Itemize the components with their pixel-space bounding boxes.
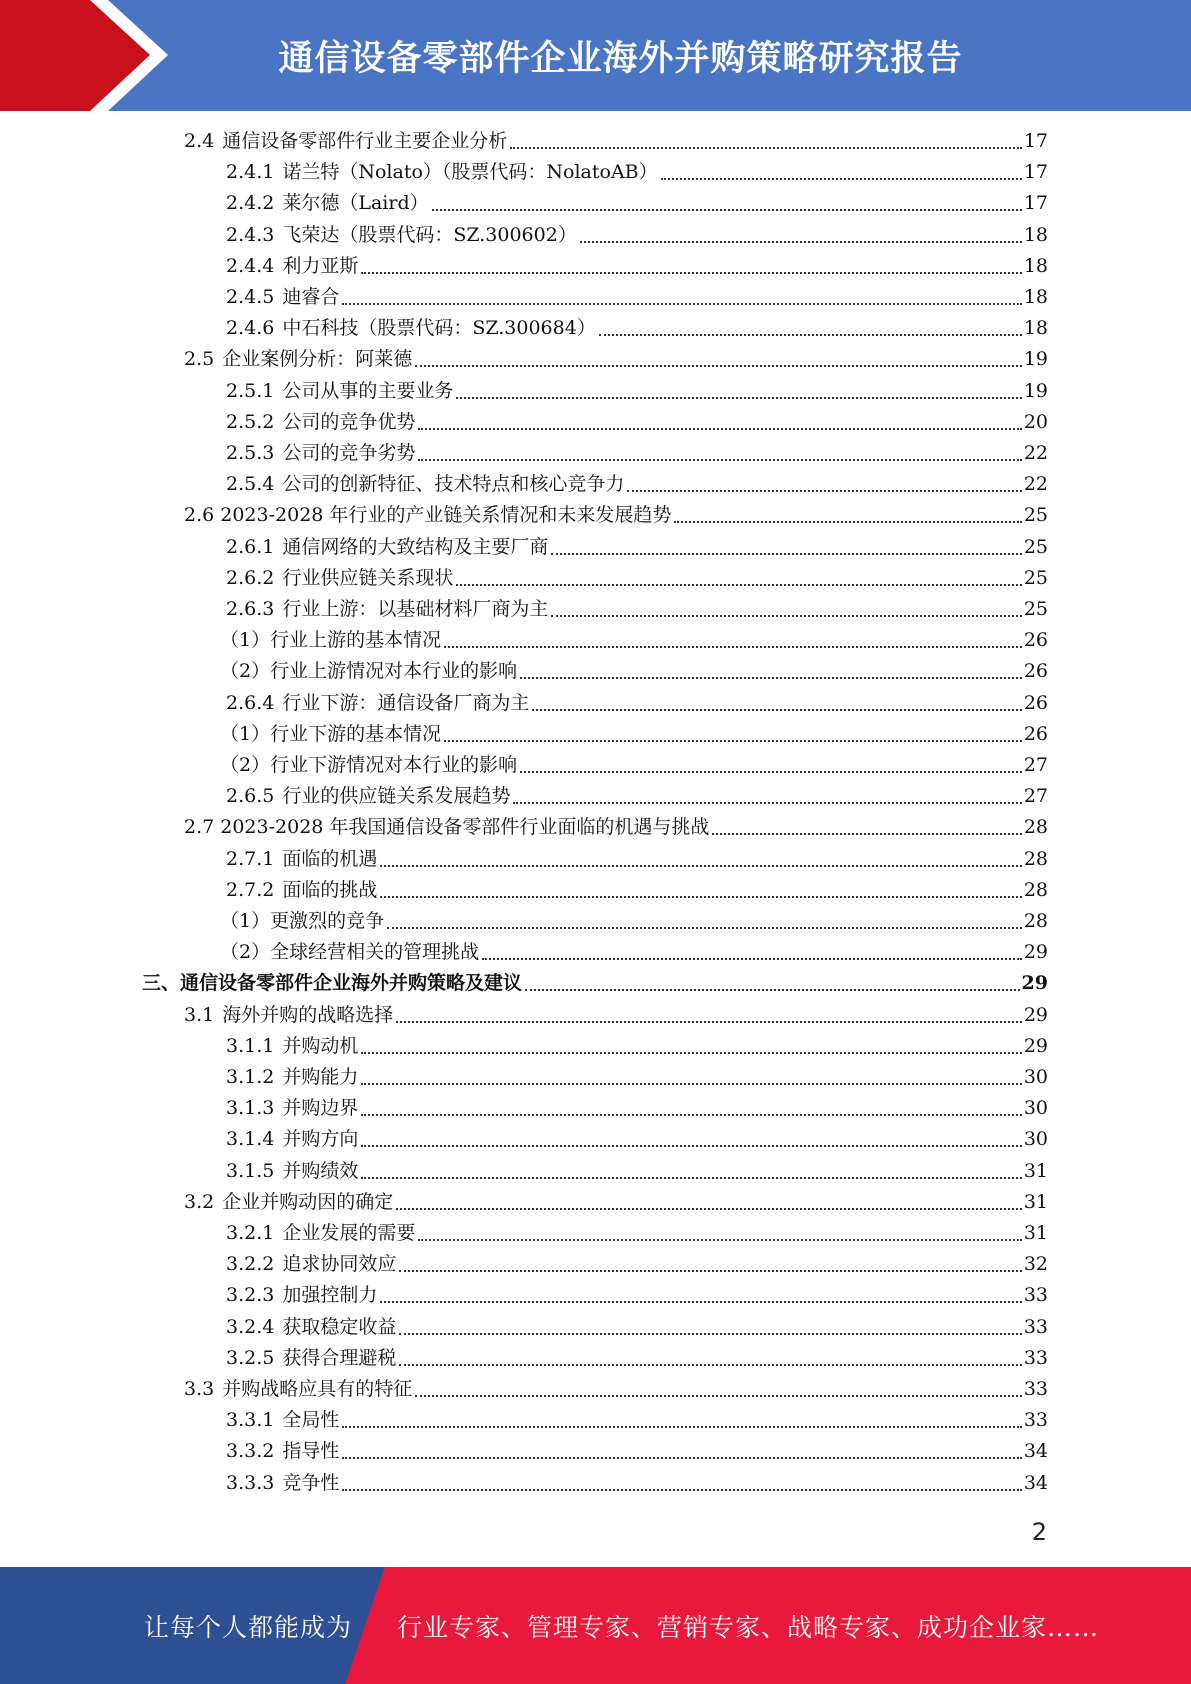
toc-entry-page: 33	[1023, 1409, 1048, 1432]
toc-entry[interactable]	[226, 438, 1048, 469]
toc-entry-label	[226, 594, 548, 625]
toc-entry-title: 并购边界	[282, 1097, 359, 1120]
toc-entry-title: 面临的机遇	[282, 847, 378, 870]
toc-dot-leader	[342, 1425, 1021, 1428]
toc-entry-page: 28	[1023, 878, 1048, 901]
toc-entry-page: 33	[1023, 1284, 1048, 1307]
toc-entry-page: 20	[1023, 410, 1048, 433]
toc-entry-number: 2.5	[184, 348, 215, 371]
toc-entry-page: 31	[1023, 1159, 1048, 1182]
toc-entry-page: 26	[1023, 691, 1048, 714]
toc-entry-label	[226, 563, 453, 594]
toc-entry-number: 2.4.1	[226, 161, 275, 184]
toc-entry-page: 30	[1023, 1128, 1048, 1151]
toc-entry-page: 26	[1023, 660, 1048, 683]
toc-dot-leader	[418, 458, 1021, 461]
toc-entry-page: 29	[1021, 972, 1048, 995]
toc-entry-number: 2.5.1	[226, 379, 275, 402]
toc-dot-leader	[380, 895, 1021, 898]
toc-entry-page: 19	[1023, 379, 1048, 402]
toc-dot-leader	[520, 770, 1022, 773]
toc-entry-title: 2.6 2023-2028 年行业的产业链关系情况和未来发展趋势	[184, 504, 672, 527]
toc-entry-label	[184, 1187, 393, 1218]
toc-entry-number: 3.1	[184, 1003, 215, 1026]
toc-entry-page: 22	[1023, 473, 1048, 496]
toc-entry-number: 2.4.5	[226, 286, 275, 308]
toc-dot-leader	[415, 1394, 1022, 1397]
toc-dot-leader	[444, 645, 1022, 648]
toc-entry-title: 获取稳定收益	[282, 1315, 397, 1338]
toc-entry-number: 2.7.1	[226, 847, 275, 870]
toc-entry[interactable]	[226, 875, 1048, 906]
toc-entry-title: 获得合理避税	[282, 1346, 397, 1369]
toc-dot-leader	[361, 1082, 1021, 1085]
toc-dot-leader	[380, 1300, 1021, 1303]
toc-entry-number: 3.1.5	[226, 1159, 275, 1182]
toc-entry-page: 18	[1023, 254, 1048, 277]
toc-entry-title: 公司的竞争优势	[282, 410, 416, 433]
toc-entry[interactable]	[184, 126, 1048, 157]
toc-entry-page: 27	[1023, 785, 1048, 808]
toc-entry[interactable]	[226, 376, 1048, 407]
toc-entry-number: 3.2.5	[226, 1346, 275, 1369]
toc-entry-title: 企业发展的需要	[282, 1222, 416, 1244]
toc-dot-leader	[599, 333, 1022, 336]
toc-dot-leader	[418, 1238, 1021, 1241]
toc-entry-title: 行业上游：以基础材料厂商为主	[282, 598, 549, 620]
toc-entry[interactable]	[226, 1468, 1048, 1499]
toc-entry[interactable]	[226, 688, 1048, 719]
toc-dot-leader	[456, 396, 1021, 399]
toc-entry-page: 27	[1023, 754, 1048, 776]
toc-entry-label	[226, 376, 453, 407]
toc-entry-title: 2.7 2023-2028 年我国通信设备零部件行业面临的机遇与挑战	[184, 816, 710, 839]
toc-entry-title: 莱尔德（Laird）	[282, 192, 429, 215]
toc-entry-label	[226, 1093, 358, 1124]
toc-entry-title: 追求协同效应	[282, 1253, 397, 1276]
toc-entry-label	[220, 656, 518, 687]
toc-entry[interactable]	[226, 157, 1048, 188]
toc-entry-label	[226, 1468, 339, 1499]
toc-entry-label	[226, 1312, 396, 1343]
footer-slogan-right: 行业专家、管理专家、营销专家、战略专家、成功企业家……	[397, 1612, 1100, 1642]
toc-entry-title: （2）行业下游情况对本行业的影响	[220, 754, 518, 776]
toc-entry-title: （2）行业上游情况对本行业的影响	[220, 660, 518, 683]
toc-entry-label	[226, 1280, 377, 1311]
toc-dot-leader	[342, 302, 1021, 305]
toc-dot-leader	[415, 364, 1022, 367]
toc-entry-number: 3.3	[184, 1378, 215, 1400]
toc-dot-leader	[396, 1020, 1022, 1023]
toc-dot-leader	[361, 271, 1021, 274]
toc-entry-page: 31	[1023, 1190, 1048, 1213]
toc-entry-number: 2.6.3	[226, 598, 275, 620]
toc-entry[interactable]	[226, 1093, 1048, 1124]
toc-dot-leader	[342, 1456, 1021, 1459]
toc-entry[interactable]	[226, 1280, 1048, 1311]
toc-entry-label	[226, 1031, 358, 1062]
toc-entry[interactable]	[226, 1405, 1048, 1436]
toc-entry[interactable]	[226, 313, 1048, 344]
toc-entry-page: 28	[1023, 847, 1048, 870]
toc-entry-title: 竞争性	[282, 1471, 340, 1494]
toc-entry[interactable]	[226, 282, 1048, 313]
toc-entry[interactable]	[226, 1218, 1048, 1249]
toc-entry-label	[184, 812, 709, 843]
toc-entry[interactable]	[226, 1343, 1048, 1374]
toc-entry[interactable]	[184, 1000, 1048, 1031]
toc-entry-page: 34	[1023, 1440, 1048, 1463]
toc-entry[interactable]	[184, 344, 1048, 375]
toc-dot-leader	[520, 676, 1022, 679]
toc-entry-title: 面临的挑战	[282, 878, 378, 901]
toc-entry-title: 并购动机	[282, 1034, 359, 1057]
toc-entry-title: 并购战略应具有的特征	[222, 1378, 413, 1400]
toc-dot-leader	[387, 926, 1022, 929]
toc-dot-leader	[482, 957, 1022, 960]
toc-entry-title: （2）全球经营相关的管理挑战	[220, 941, 480, 964]
toc-entry-label	[226, 688, 529, 719]
toc-entry[interactable]	[226, 1062, 1048, 1093]
toc-entry-label	[184, 1374, 412, 1405]
toc-entry-label	[226, 313, 596, 344]
toc-entry[interactable]	[226, 563, 1048, 594]
toc-entry-label	[226, 781, 510, 812]
toc-dot-leader	[510, 146, 1022, 149]
toc-entry[interactable]	[220, 656, 1048, 687]
toc-entry[interactable]	[226, 1249, 1048, 1280]
toc-entry-number: 2.4.4	[226, 254, 275, 277]
toc-entry-number: 2.5.3	[226, 442, 275, 464]
toc-entry-title: 通信网络的大致结构及主要厂商	[282, 535, 549, 558]
toc-entry-title: （1）更激烈的竞争	[220, 910, 385, 932]
footer-slogan-left: 让每个人都能成为	[144, 1612, 353, 1642]
toc-entry-page: 18	[1023, 286, 1048, 308]
toc-entry-number: 2.4.6	[226, 317, 275, 340]
toc-entry-number: 2.6.1	[226, 535, 275, 558]
toc-entry-label	[184, 126, 507, 157]
footer-banner	[0, 1567, 1191, 1684]
toc-entry[interactable]	[220, 625, 1048, 656]
toc-entry-page: 25	[1023, 535, 1048, 558]
toc-entry-number: 3.1.4	[226, 1128, 275, 1151]
toc-entry[interactable]	[184, 1374, 1048, 1405]
toc-entry-page: 25	[1023, 566, 1048, 589]
toc-entry-page: 26	[1023, 629, 1048, 652]
toc-entry-label	[226, 844, 377, 875]
toc-entry-page: 17	[1023, 161, 1048, 184]
toc-entry[interactable]	[226, 469, 1048, 500]
toc-entry-number: 3.1.1	[226, 1034, 275, 1057]
toc-entry-page: 34	[1023, 1471, 1048, 1494]
toc-entry-title: 并购能力	[282, 1066, 359, 1088]
toc-entry-title: 加强控制力	[282, 1284, 378, 1307]
toc-entry[interactable]	[226, 251, 1048, 282]
toc-entry-label	[226, 157, 658, 188]
toc-entry-number: 3.3.2	[226, 1440, 275, 1463]
toc-dot-leader	[396, 1207, 1022, 1210]
toc-entry[interactable]	[226, 188, 1048, 219]
toc-dot-leader	[674, 520, 1021, 523]
toc-entry-label	[226, 407, 415, 438]
toc-entry-label	[184, 344, 412, 375]
toc-entry-title: 全局性	[282, 1409, 340, 1432]
toc-entry-page: 33	[1023, 1315, 1048, 1338]
toc-entry[interactable]	[226, 1312, 1048, 1343]
toc-entry[interactable]	[184, 500, 1048, 531]
toc-entry-page: 26	[1023, 722, 1048, 745]
toc-dot-leader	[361, 1144, 1021, 1147]
toc-entry-number: 3.1.2	[226, 1066, 275, 1088]
toc-entry-title: 诺兰特（Nolato）（股票代码：NolatoAB）	[282, 161, 658, 184]
toc-entry-page: 29	[1023, 941, 1048, 964]
toc-entry[interactable]	[226, 781, 1048, 812]
toc-entry-title: 公司的创新特征、技术特点和核心竞争力	[282, 473, 625, 496]
toc-entry-label	[226, 1343, 396, 1374]
toc-entry-number: 3.2.4	[226, 1315, 275, 1338]
toc-entry-page: 30	[1023, 1097, 1048, 1120]
toc-entry[interactable]	[226, 532, 1048, 563]
toc-entry-page: 18	[1023, 317, 1048, 340]
toc-entry-label	[184, 1000, 393, 1031]
toc-entry[interactable]	[226, 844, 1048, 875]
toc-entry[interactable]	[226, 407, 1048, 438]
toc-entry-title: （1）行业上游的基本情况	[220, 629, 442, 652]
toc-entry[interactable]	[226, 220, 1048, 251]
toc-dot-leader	[399, 1332, 1021, 1335]
report-header-bar	[0, 0, 1191, 111]
toc-entry-label	[226, 532, 548, 563]
toc-entry-number: 2.6.2	[226, 566, 275, 589]
toc-entry-label	[226, 188, 429, 219]
toc-entry-label	[220, 906, 385, 937]
toc-entry-label	[184, 500, 671, 531]
toc-entry-number: 3.3.1	[226, 1409, 275, 1432]
toc-entry-title: 指导性	[282, 1440, 340, 1463]
toc-entry-page: 25	[1023, 504, 1048, 527]
toc-entry-title: 迪睿合	[282, 286, 340, 308]
toc-dot-leader	[627, 489, 1021, 492]
toc-entry-label	[220, 937, 480, 968]
toc-entry[interactable]	[184, 1187, 1048, 1218]
toc-dot-leader	[532, 708, 1021, 711]
toc-entry[interactable]	[220, 906, 1048, 937]
toc-entry-title: 行业供应链关系现状	[282, 566, 454, 589]
toc-entry-label	[226, 875, 377, 906]
toc-entry-page: 30	[1023, 1066, 1048, 1088]
toc-dot-leader	[418, 427, 1021, 430]
toc-entry-title: 行业的供应链关系发展趋势	[282, 785, 511, 808]
toc-entry-label	[226, 1218, 415, 1249]
toc-entry[interactable]	[220, 937, 1048, 968]
toc-dot-leader	[399, 1269, 1021, 1272]
toc-entry-page: 17	[1023, 130, 1048, 152]
toc-entry-number: 2.7.2	[226, 878, 275, 901]
toc-entry-label	[226, 1405, 339, 1436]
toc-entry-page: 22	[1023, 442, 1048, 464]
toc-entry-title: 海外并购的战略选择	[222, 1003, 394, 1026]
toc-entry-page: 31	[1023, 1222, 1048, 1244]
toc-entry-page: 33	[1023, 1378, 1048, 1400]
toc-entry-title: 三、通信设备零部件企业海外并购策略及建议	[142, 972, 523, 995]
toc-entry[interactable]	[220, 719, 1048, 750]
toc-entry-title: 并购绩效	[282, 1159, 359, 1182]
toc-entry-label	[226, 1249, 396, 1280]
toc-entry-title: 利力亚斯	[282, 254, 359, 277]
toc-dot-leader	[361, 1113, 1021, 1116]
toc-entry[interactable]	[226, 594, 1048, 625]
toc-dot-leader	[399, 1363, 1021, 1366]
toc-entry-title: 并购方向	[282, 1128, 359, 1151]
toc-entry-page: 29	[1023, 1003, 1048, 1026]
toc-entry[interactable]	[184, 812, 1048, 843]
toc-dot-leader	[551, 552, 1021, 555]
toc-entry-title: 通信设备零部件行业主要企业分析	[222, 130, 508, 152]
toc-entry-number: 2.4.3	[226, 223, 275, 246]
toc-entry-label	[220, 625, 442, 656]
toc-dot-leader	[380, 864, 1021, 867]
toc-entry-title: 中石科技（股票代码：SZ.300684）	[282, 317, 596, 340]
toc-entry-label	[226, 282, 339, 313]
toc-dot-leader	[361, 1051, 1021, 1054]
toc-entry-title: 公司的竞争劣势	[282, 442, 416, 464]
toc-entry-page: 28	[1023, 816, 1048, 839]
toc-entry-label	[226, 1062, 358, 1093]
toc-entry-label	[226, 251, 358, 282]
toc-entry-number: 2.5.4	[226, 473, 275, 496]
toc-entry-page: 33	[1023, 1346, 1048, 1369]
toc-entry-title: 行业下游：通信设备厂商为主	[282, 691, 530, 714]
toc-entry-title: 飞荣达（股票代码：SZ.300602）	[282, 223, 577, 246]
toc-entry[interactable]	[142, 968, 1048, 999]
toc-dot-leader	[525, 988, 1020, 991]
toc-dot-leader	[432, 208, 1022, 211]
toc-entry-number: 2.5.2	[226, 410, 275, 433]
toc-entry-number: 3.3.3	[226, 1471, 275, 1494]
toc-entry-label	[226, 438, 415, 469]
toc-entry-page: 32	[1023, 1253, 1048, 1276]
toc-entry[interactable]	[226, 1031, 1048, 1062]
toc-entry-label	[220, 719, 442, 750]
toc-entry-page: 17	[1023, 192, 1048, 215]
toc-entry-number: 3.2.2	[226, 1253, 275, 1276]
page-number: 2	[1031, 1518, 1047, 1546]
toc-entry-number: 3.2.3	[226, 1284, 275, 1307]
report-title: 通信设备零部件企业海外并购策略研究报告	[278, 38, 963, 79]
toc-entry-label	[226, 1156, 358, 1187]
toc-entry-page: 29	[1023, 1034, 1048, 1057]
toc-dot-leader	[580, 240, 1022, 243]
toc-entry[interactable]	[226, 1436, 1048, 1467]
toc-entry-page: 28	[1023, 910, 1048, 932]
toc-dot-leader	[551, 614, 1021, 617]
toc-entry-title: 公司从事的主要业务	[282, 379, 454, 402]
toc-entry-label	[220, 750, 518, 781]
toc-dot-leader	[513, 801, 1021, 804]
toc-entry-label	[226, 469, 624, 500]
toc-entry-page: 25	[1023, 598, 1048, 620]
toc-entry-number: 2.6.5	[226, 785, 275, 808]
toc-entry[interactable]	[220, 750, 1048, 781]
toc-entry-number: 3.2	[184, 1190, 215, 1213]
toc-entry-number: 3.1.3	[226, 1097, 275, 1120]
toc-entry[interactable]	[226, 1156, 1048, 1187]
toc-entry-number: 2.4.2	[226, 192, 275, 215]
toc-entry-label	[226, 1124, 358, 1155]
toc-dot-leader	[712, 832, 1021, 835]
toc-entry[interactable]	[226, 1124, 1048, 1155]
toc-entry-number: 2.6.4	[226, 691, 275, 714]
toc-dot-leader	[342, 1488, 1021, 1491]
toc-entry-title: 企业并购动因的确定	[222, 1190, 394, 1213]
toc-entry-number: 3.2.1	[226, 1222, 275, 1244]
toc-entry-label	[142, 968, 522, 999]
toc-entry-label	[226, 220, 577, 251]
toc-entry-page: 18	[1023, 223, 1048, 246]
toc-entry-title: （1）行业下游的基本情况	[220, 722, 442, 745]
toc-dot-leader	[456, 583, 1021, 586]
toc-entry-label	[226, 1436, 339, 1467]
toc-entry-page: 19	[1023, 348, 1048, 371]
toc-entry-title: 企业案例分析：阿莱德	[222, 348, 413, 371]
toc-dot-leader	[444, 739, 1022, 742]
toc-entry-number: 2.4	[184, 130, 215, 152]
toc-dot-leader	[661, 177, 1022, 180]
toc-dot-leader	[361, 1176, 1021, 1179]
